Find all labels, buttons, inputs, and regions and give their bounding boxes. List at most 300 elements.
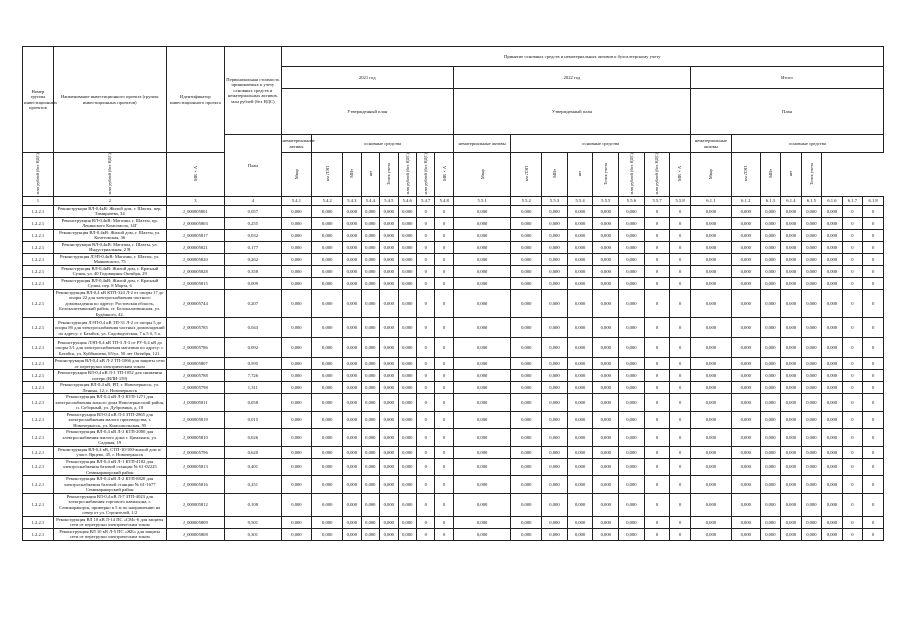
cell-2022-value: 0,000 [542,217,568,229]
cell-total-value: 0 [842,338,863,358]
header-sub-column [361,153,379,197]
cell-2022-value: 0 [670,289,691,318]
cell-2021-value: 0,000 [361,265,379,277]
cell-total-value: 0,000 [781,241,802,253]
cell-2022-value: 0,000 [511,241,542,253]
cell-total-value: 0,000 [690,411,731,429]
cell-2022-value: 0,000 [567,217,593,229]
cell-2021-value: 0 [416,382,434,394]
header-cost-plan: План [225,135,281,197]
header-sub-column-label: Мвар [479,168,485,179]
cell-2021-value: 0,000 [361,370,379,382]
header-sub-column [511,153,542,197]
header-sub-column [23,153,54,197]
header-column-number: 1 [23,196,54,205]
table-row [23,253,884,265]
cell-total-value: 0,000 [760,411,781,429]
cell-total-value: 0 [863,516,884,528]
cell-total-value: 0,000 [760,277,781,289]
cell-2022-value: 0,000 [511,493,542,516]
cell-2022-value: 0,000 [593,516,619,528]
cell-2021-value: 0 [416,370,434,382]
cell-2022-value: 0 [670,338,691,358]
cell-total-value: 0,000 [731,217,760,229]
cell-2021-value: 0,000 [281,411,312,429]
header-sub-column [312,153,343,197]
cell-2022-value: 0,000 [619,446,645,458]
cell-2022-value: 0,000 [567,289,593,318]
cell-2022-value: 0 [644,493,670,516]
cell-2021-value: 0,000 [312,229,343,241]
cell-2021-value: 0,000 [343,318,361,338]
cell-total-value: 0 [863,493,884,516]
cell-2022-value: 0,000 [542,528,568,540]
header-column-number: 5.4.5 [380,196,398,205]
cell-2022-value: 0 [670,411,691,429]
cell-2021-value: 0,000 [380,446,398,458]
cell-2021-value: 0,000 [361,411,379,429]
header-sub-column [453,153,510,197]
cell-2021-value: 0 [435,277,453,289]
cell-2021-value: 0,000 [398,229,416,241]
header-sub-column [416,153,434,197]
header-project-name: Наименование инвестиционного проекта (группы инвестиционных проектов) [53,47,166,153]
header-sub-column-label: шт [577,171,583,177]
cell-2021-value: 0,000 [343,382,361,394]
header-sub-column [398,153,416,197]
cell-total-value: 0 [842,382,863,394]
cell-project-id: J_000005807 [166,358,224,370]
header-sub-column [343,153,361,197]
cell-total-value: 0,000 [731,358,760,370]
cell-2022-value: 0,000 [511,516,542,528]
cell-2021-value: 0,000 [380,358,398,370]
cell-2021-value: 0 [416,394,434,412]
cell-total-value: 0,000 [760,394,781,412]
cell-2021-value: 0,000 [281,516,312,528]
header-column-number: 5.4.7 [416,196,434,205]
cell-2022-value: 0,000 [619,217,645,229]
cell-total-value: 0 [842,265,863,277]
header-year-2021: 2021 год [281,67,453,89]
cell-2021-value: 0,000 [281,458,312,476]
cell-2022-value: 0,000 [511,411,542,429]
header-column-number: 6.1.6 [822,196,843,205]
cell-total-value: 0,000 [822,458,843,476]
cell-2021-value: 0,000 [312,476,343,494]
cell-2021-value: 0,000 [312,265,343,277]
cell-2022-value: 0,000 [511,229,542,241]
cell-total-value: 0,000 [801,382,822,394]
cell-2022-value: 0,000 [567,476,593,494]
cell-2022-value: 0,000 [619,338,645,358]
cell-2021-value: 0 [416,358,434,370]
cell-project-name: Реконструкция ВЛ-0,4кВ: Жилой дом, г. Красный Сулин, ул. 40 Годовщины Октября, 29 [53,265,166,277]
cell-2021-value: 0,000 [398,253,416,265]
cell-2021-value: 0,000 [398,411,416,429]
cell-total-value: 0 [842,277,863,289]
cell-2021-value: 0,000 [312,318,343,338]
cell-2022-value: 0,000 [619,318,645,338]
cell-2022-value: 0 [644,429,670,447]
header-sub-column-label: МВт [767,169,773,179]
cell-total-value: 0,000 [690,338,731,358]
cell-2022-value: 0,000 [511,528,542,540]
cell-2021-value: 0,000 [361,205,379,217]
cell-2022-value: 0,000 [567,205,593,217]
cell-2021-value: 0,000 [380,338,398,358]
cell-2022-value: 0,000 [619,205,645,217]
cell-2021-value: 0,000 [312,277,343,289]
cell-total-value: 0,000 [801,394,822,412]
cell-project-id: J_000005801 [166,205,224,217]
cell-2022-value: 0,000 [511,253,542,265]
cell-total-value: 0 [842,241,863,253]
cell-total-value: 0,000 [781,318,802,338]
header-sub-column-label: млн рублей (без НДС) [107,153,113,195]
cell-2022-value: 0,000 [619,493,645,516]
cell-total-value: 0,000 [731,370,760,382]
cell-2021-value: 0 [416,265,434,277]
cell-2021-value: 0 [416,458,434,476]
header-column-number: 5.5.6 [619,196,645,205]
cell-total-value: 0 [863,205,884,217]
cell-2021-value: 0,000 [361,382,379,394]
cell-group-number: 1.2.2.1 [23,493,54,516]
cell-2022-value: 0,000 [619,241,645,253]
cell-total-value: 0,000 [801,318,822,338]
cell-2021-value: 0,000 [361,241,379,253]
cell-total-value: 0,000 [822,229,843,241]
header-column-number: 5.5.2 [511,196,542,205]
cell-total-value: 0,000 [781,528,802,540]
cell-total-value: 0 [863,446,884,458]
cell-total-value: 0,000 [731,446,760,458]
cell-project-name: Реконструкция ВЛ-0,4 кВ Л-1 КТП-4182 для электроснабжения базовой станции № 61-02225 Семикаракорский район [53,458,166,476]
cell-2022-value: 0,000 [593,318,619,338]
cell-2021-value: 0,000 [380,493,398,516]
cell-2021-value: 0 [416,318,434,338]
cell-2021-value: 0 [435,253,453,265]
cell-2022-value: 0,000 [542,265,568,277]
cell-2022-value: 0 [644,318,670,338]
cell-2021-value: 0,000 [380,394,398,412]
cell-2021-value: 0,000 [380,429,398,447]
header-sub-column [166,153,224,197]
cell-2022-value: 0,000 [511,394,542,412]
cell-total-value: 0,000 [731,476,760,494]
table-row [23,370,884,382]
header-column-number: 5.5.3 [542,196,568,205]
cell-project-id: J_000005816 [166,476,224,494]
cell-2021-value: 0,000 [312,253,343,265]
cell-2021-value: 0,000 [312,338,343,358]
header-fixed-assets: основные средства [731,135,883,153]
cell-2021-value: 0,000 [380,205,398,217]
cell-2022-value: 0 [670,265,691,277]
cell-project-name: Реконструкция ВЛ-0,4 кВ Л-3 КТП-2000 для электроснабжения жилого дома г. Цимлянск, ул. Садовая, 19 [53,429,166,447]
cell-2021-value: 0,000 [380,528,398,540]
cell-total-value: 0,000 [781,382,802,394]
cell-group-number: 1.2.2.1 [23,217,54,229]
header-sub-column-label: шт [788,171,794,177]
cell-2021-value: 0 [435,411,453,429]
cell-2022-value: 0,000 [593,229,619,241]
table-row [23,476,884,494]
cell-total-value: 0 [842,411,863,429]
cell-2021-value: 0,000 [281,229,312,241]
header-sub-column-label: МВ×А [192,166,198,182]
cell-2021-value: 0,000 [380,411,398,429]
cell-total-value: 0,000 [760,476,781,494]
cell-2022-value: 0 [670,446,691,458]
cell-total-value: 0,000 [731,411,760,429]
cell-total-value: 0 [842,493,863,516]
header-sub-column-label: МВт [349,169,355,179]
cell-initial-cost: 7,726 [225,370,281,382]
cell-total-value: 0,000 [760,458,781,476]
cell-project-name: Реконструкция ВЛ-0,4 кВ Л-2 ТП-1066 для защиты сети от перегрузки электрическим током [54,358,165,369]
header-initial-cost: Первоначальная стоимость принимаемых к учету основных средств и нематериальных активов, млн рублей (без НДС) [225,47,281,135]
cell-initial-cost: 0,301 [225,528,281,540]
cell-2021-value: 0,000 [312,528,343,540]
cell-2021-value: 0 [416,516,434,528]
cell-2021-value: 0,000 [312,205,343,217]
cell-2022-value: 0,000 [453,229,510,241]
cell-2021-value: 0,000 [281,370,312,382]
cell-2021-value: 0,000 [281,338,312,358]
cell-2022-value: 0,000 [453,241,510,253]
cell-group-number: 1.2.2.1 [23,229,54,241]
cell-project-id: J_000005744 [166,289,224,318]
cell-total-value: 0,000 [731,493,760,516]
cell-2022-value: 0,000 [619,265,645,277]
cell-2021-value: 0 [416,217,434,229]
cell-2021-value: 0,000 [398,528,416,540]
cell-total-value: 0 [863,370,884,382]
cell-total-value: 0,000 [760,205,781,217]
cell-project-id: J_000005809 [166,516,224,528]
cell-2022-value: 0 [670,229,691,241]
header-sub-column-label: Мвар [708,168,714,179]
cell-project-id: J_000005810 [166,429,224,447]
cell-group-number: 1.2.2.1 [23,318,54,338]
cell-total-value: 0 [863,217,884,229]
cell-2022-value: 0,000 [453,411,510,429]
cell-2021-value: 0,000 [398,394,416,412]
cell-total-value: 0,000 [801,338,822,358]
cell-total-value: 0,000 [760,318,781,338]
cell-2022-value: 0 [670,217,691,229]
cell-project-name: Реконструкция ЛЭП-0,4кВ: Магазин, г. Шахты, ул. Маяковского, 75 [53,253,166,265]
cell-2022-value: 0 [644,217,670,229]
cell-project-name: Реконструкция ЛЭП-0,4 кВ ТП-31 Л-2 от опоры 5 до опоры 8б для электроснабжения частных домовладений по адресу: г. Батайск, ул. Садоводческая, 7 к.5 б, 5 а. [53,318,166,338]
cell-2021-value: 0 [435,429,453,447]
cell-total-value: 0,000 [801,370,822,382]
cell-group-number: 1.2.2.1 [23,446,54,458]
cell-total-value: 0,000 [801,458,822,476]
cell-group-number: 1.2.2.1 [23,370,54,382]
cell-total-value: 0,000 [822,493,843,516]
cell-2021-value: 0 [416,528,434,540]
cell-initial-cost: 0,032 [225,229,281,241]
cell-total-value: 0,000 [731,253,760,265]
cell-2021-value: 0,000 [281,318,312,338]
cell-total-value: 0,000 [731,318,760,338]
cell-2021-value: 0,000 [361,394,379,412]
header-column-number: 5.5.4 [567,196,593,205]
cell-total-value: 0,000 [690,318,731,338]
cell-2022-value: 0,000 [593,205,619,217]
cell-initial-cost: 0,207 [225,289,281,318]
cell-2022-value: 0,000 [619,358,645,370]
cell-2021-value: 0,000 [281,265,312,277]
cell-total-value: 0,000 [760,382,781,394]
cell-2022-value: 0,000 [453,370,510,382]
cell-2021-value: 0,000 [398,382,416,394]
cell-2021-value: 0,000 [380,382,398,394]
cell-2022-value: 0,000 [593,289,619,318]
cell-2022-value: 0,000 [567,446,593,458]
header-project-id: Идентификатор инвестиционного проекта [166,47,224,153]
cell-2021-value: 0,000 [398,370,416,382]
header-sub-column-label: км ЛЭП [743,166,749,182]
cell-2022-value: 0,000 [619,370,645,382]
cell-2022-value: 0,000 [511,205,542,217]
cell-total-value: 0,000 [801,476,822,494]
cell-2021-value: 0,000 [361,253,379,265]
cell-2021-value: 0,000 [380,458,398,476]
cell-2022-value: 0,000 [453,493,510,516]
cell-2021-value: 0,000 [343,493,361,516]
cell-2021-value: 0,000 [281,476,312,494]
cell-2022-value: 0,000 [567,429,593,447]
header-group-number: Номер группы инвестиционных проектов [23,47,54,153]
cell-total-value: 0,000 [731,429,760,447]
cell-total-value: 0,000 [801,217,822,229]
cell-2021-value: 0,000 [343,229,361,241]
cell-2022-value: 0,000 [593,338,619,358]
cell-2021-value: 0 [435,528,453,540]
cell-2022-value: 0 [644,265,670,277]
cell-2022-value: 0 [644,253,670,265]
cell-2022-value: 0 [670,458,691,476]
cell-2022-value: 0,000 [593,217,619,229]
cell-initial-cost: 0,595 [225,358,281,370]
cell-2021-value: 0 [435,318,453,338]
cell-project-id: J_000005821 [166,241,224,253]
cell-2022-value: 0 [644,382,670,394]
cell-2021-value: 0 [416,411,434,429]
cell-2021-value: 0,000 [398,289,416,318]
cell-total-value: 0,000 [781,229,802,241]
cell-total-value: 0,000 [781,253,802,265]
cell-project-id: J_000005819 [166,411,224,429]
cell-2021-value: 0 [416,338,434,358]
cell-total-value: 0,000 [760,493,781,516]
header-sub-column [619,153,645,197]
cell-2021-value: 0 [416,229,434,241]
cell-2021-value: 0,000 [281,358,312,370]
cell-2021-value: 0,000 [361,476,379,494]
cell-2022-value: 0,000 [453,217,510,229]
cell-project-id: J_000005788 [166,370,224,382]
header-sub-column-label: Мвар [293,168,299,179]
cell-project-name: Реконструкция ВЛ-0,4 кВ, РП, г. Новочеркасск, ул. Ленина, 12, г. Новочеркасск [53,382,166,394]
cell-total-value: 0,000 [760,429,781,447]
cell-total-value: 0,000 [801,411,822,429]
cell-total-value: 0 [863,241,884,253]
cell-initial-cost: 0,058 [225,394,281,412]
cell-2021-value: 0,000 [361,217,379,229]
cell-2022-value: 0,000 [511,358,542,370]
cell-2021-value: 0,000 [398,446,416,458]
cell-2021-value: 0,000 [380,229,398,241]
cell-total-value: 0,000 [822,382,843,394]
cell-2022-value: 0,000 [453,338,510,358]
cell-2022-value: 0 [644,394,670,412]
cell-2021-value: 0 [435,394,453,412]
cell-2021-value: 0,000 [343,446,361,458]
cell-project-name: Реконструкция ВЛ-0,4кВ: Магазин, г. Шахты, пр. Ленинского Комсомола, 14Г [53,217,166,229]
cell-2021-value: 0,000 [281,253,312,265]
cell-2021-value: 0 [416,446,434,458]
cell-2021-value: 0,000 [343,265,361,277]
cell-2022-value: 0,000 [542,253,568,265]
cell-project-id: J_000005803 [166,217,224,229]
cell-total-value: 0,000 [690,289,731,318]
cell-total-value: 0,000 [760,446,781,458]
cell-project-name: Реконструкция ВЛ-0,4 кВ Л-3 КТП-1271 для электроснабжения жилого дома Новочеркасский район, п. Соборный, ул. Дубровина, д. 18 [55,394,165,411]
cell-2021-value: 0,000 [398,338,416,358]
cell-2021-value: 0 [435,516,453,528]
cell-total-value: 0,000 [690,528,731,540]
cell-2022-value: 0,000 [511,318,542,338]
cell-total-value: 0,000 [690,493,731,516]
header-column-number: 6.1.1 [690,196,731,205]
cell-2022-value: 0 [644,229,670,241]
cell-total-value: 0,000 [822,358,843,370]
cell-total-value: 0,000 [822,516,843,528]
cell-total-value: 0,000 [801,516,822,528]
cell-2022-value: 0 [644,516,670,528]
cell-group-number: 1.2.2.1 [23,528,54,540]
cell-2022-value: 0 [644,277,670,289]
cell-group-number: 1.2.2.1 [23,289,54,318]
cell-2022-value: 0,000 [567,277,593,289]
cell-2022-value: 0,000 [567,265,593,277]
cell-2021-value: 0,000 [281,446,312,458]
cell-2022-value: 0,000 [453,528,510,540]
cell-total-value: 0 [863,476,884,494]
cell-2022-value: 0,000 [593,358,619,370]
cell-total-value: 0 [863,411,884,429]
cell-2021-value: 0,000 [312,370,343,382]
cell-2022-value: 0,000 [593,458,619,476]
header-fixed-assets: основные средства [511,135,691,153]
cell-2021-value: 0,000 [281,217,312,229]
cell-total-value: 0 [863,358,884,370]
cell-2021-value: 0,000 [343,370,361,382]
cell-2021-value: 0,000 [398,205,416,217]
header-sub-column [670,153,691,197]
cell-total-value: 0,000 [801,493,822,516]
header-column-number: 5.5.1 [453,196,510,205]
table-row [23,277,884,289]
cell-2022-value: 0,000 [511,429,542,447]
header-sub-column-label: Точек учета [603,162,609,185]
cell-2022-value: 0,000 [619,528,645,540]
